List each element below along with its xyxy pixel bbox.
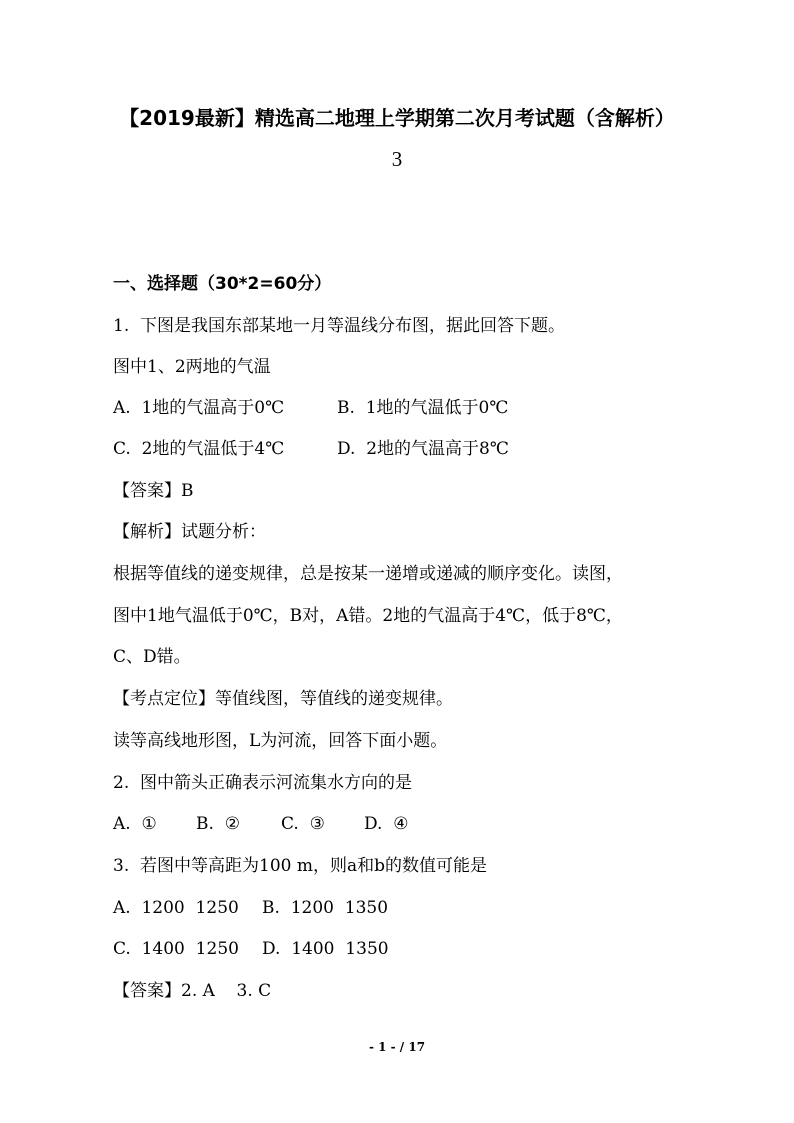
question-1-sub: 图中1、2两地的气温	[113, 357, 271, 377]
q3-option-c: C. 1400 1250	[113, 939, 239, 959]
q1-option-d: D. 2地的气温高于8℃	[337, 439, 509, 459]
q1-analysis-line-3: C、D错。	[113, 647, 191, 667]
q1-analysis-label: 【解析】试题分析：	[113, 522, 266, 542]
q1-analysis-line-2: 图中1地气温低于0℃，B对，A错。2地的气温高于4℃，低于8℃，	[113, 606, 623, 626]
q3-option-a: A. 1200 1250	[113, 898, 239, 918]
q1-option-b: B. 1地的气温低于0℃	[337, 398, 509, 418]
q1-option-a: A. 1地的气温高于0℃	[113, 398, 285, 418]
answer-q2-q3: 【答案】2. A 3. C	[113, 981, 272, 1001]
q3-option-b: B. 1200 1350	[262, 898, 389, 918]
q1-answer: 【答案】B	[113, 481, 194, 501]
document-title: 【2019最新】精选高二地理上学期第二次月考试题（含解析）	[119, 106, 675, 130]
question-3-stem: 3. 若图中等高距为100 m，则a和b的数值可能是	[113, 856, 488, 876]
q2-option-d: D. ④	[364, 814, 409, 834]
q1-kaodian: 【考点定位】等值线图，等值线的递变规律。	[113, 689, 453, 709]
q2-option-b: B. ②	[196, 814, 240, 834]
q2-option-c: C. ③	[281, 814, 325, 834]
q1-option-c: C. 2地的气温低于4℃	[113, 439, 285, 459]
q1-analysis-line-1: 根据等值线的递变规律，总是按某一递增或递减的顺序变化。读图，	[113, 564, 623, 584]
document-title-line2: 3	[391, 147, 403, 171]
q3-option-d: D. 1400 1350	[262, 939, 389, 959]
section-heading: 一、选择题（30*2=60分）	[113, 274, 332, 294]
question-1-stem: 1. 下图是我国东部某地一月等温线分布图，据此回答下题。	[113, 316, 566, 336]
question-2-stem: 2. 图中箭头正确表示河流集水方向的是	[113, 773, 413, 793]
intro-q2-q3: 读等高线地形图，L为河流，回答下面小题。	[113, 731, 448, 751]
page-number: - 1 - / 17	[368, 1040, 426, 1054]
q2-option-a: A. ①	[113, 814, 157, 834]
